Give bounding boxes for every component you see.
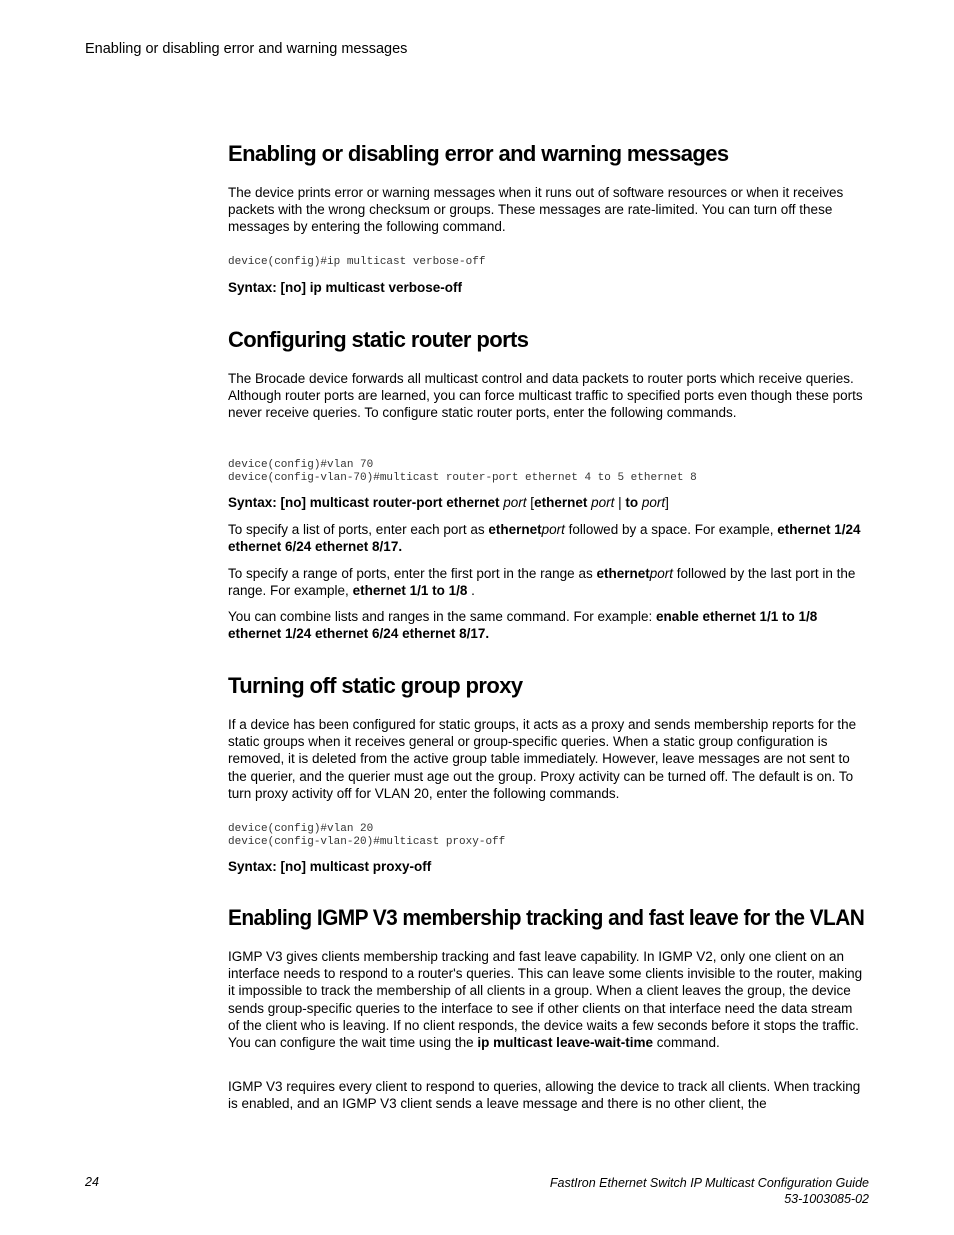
code-line: device(config-vlan-20)#multicast proxy-off xyxy=(228,836,506,848)
section-heading-static-group-proxy: Turning off static group proxy xyxy=(228,673,523,698)
syntax-line: Syntax: [no] multicast router-port ethernet port [ethernet port | to port] xyxy=(228,495,669,510)
running-header: Enabling or disabling error and warning messages xyxy=(85,41,408,57)
paragraph: To specify a list of ports, enter each port as ethernetport followed by a space. For example, ethernet 1/24 ethernet 6/24 ethernet 8/17. xyxy=(228,522,861,555)
paragraph: The device prints error or warning messages when it runs out of software resources or when it receives packets with the wrong checksum or groups. These messages are rate-limited. You can turn off these messages by entering the following command. xyxy=(228,185,844,235)
paragraph: The Brocade device forwards all multicast control and data packets to router ports which receive queries. Although router ports are learned, you can force multicast traffic to specified ports even though these ports never receive queries. To configure static router ports, enter the following commands. xyxy=(228,371,863,421)
code-line: device(config-vlan-70)#multicast router-port ethernet 4 to 5 ethernet 8 xyxy=(228,472,697,484)
doc-number: 53-1003085-02 xyxy=(784,1192,869,1206)
syntax-line: Syntax: [no] ip multicast verbose-off xyxy=(228,280,463,295)
section-heading-igmp-v3-tracking: Enabling IGMP V3 membership tracking and fast leave for the VLAN xyxy=(228,905,865,930)
page-number: 24 xyxy=(85,1175,99,1189)
syntax-line: Syntax: [no] multicast proxy-off xyxy=(228,859,432,874)
code-line: device(config)#vlan 70 xyxy=(228,459,374,471)
paragraph: You can combine lists and ranges in the same command. For example: enable ethernet 1/1 to 1/8 ethernet 1/24 ethernet 6/24 ethernet 8/17. xyxy=(228,609,818,642)
guide-title: FastIron Ethernet Switch IP Multicast Configuration Guide xyxy=(549,1176,869,1190)
paragraph: If a device has been configured for static groups, it acts as a proxy and sends membership reports for the static groups when it receives general or group-specific queries. When a static group configuration is removed, it is deleted from the active group table immediately. However, leave messages are not sent to the querier, and the querier must age out the group. Proxy activity can be turned off. The default is on. To turn proxy activity off for VLAN 20, enter the following commands. xyxy=(228,717,857,801)
section-heading-static-router-ports: Configuring static router ports xyxy=(228,327,529,352)
paragraph: To specify a range of ports, enter the first port in the range as ethernetport followed by the last port in the range. For example, ethernet 1/1 to 1/8 . xyxy=(228,566,856,599)
code-line: device(config)#ip multicast verbose-off xyxy=(228,256,486,268)
paragraph: IGMP V3 requires every client to respond to queries, allowing the device to track all clients. When tracking is enabled, and an IGMP V3 client sends a leave message and there is no other client, the xyxy=(228,1079,861,1112)
code-line: device(config)#vlan 20 xyxy=(228,823,374,835)
paragraph: IGMP V3 gives clients membership tracking and fast leave capability. In IGMP V2, only one client on an interface needs to respond to a router's queries. This can leave some clients invisible to the router, making it impossible to track the membership of all clients in a group. When a client leaves the group, the device sends group-specific queries to the interface to see if other clients on that interface need the data stream of the client who is leaving. If no client responds, the device waits a few seconds before it stops the traffic. You can configure the wait time using the ip multicast leave-wait-time command. xyxy=(228,949,863,1051)
section-heading-error-warning: Enabling or disabling error and warning messages xyxy=(228,141,729,166)
footer-doc-info xyxy=(550,1175,869,1207)
